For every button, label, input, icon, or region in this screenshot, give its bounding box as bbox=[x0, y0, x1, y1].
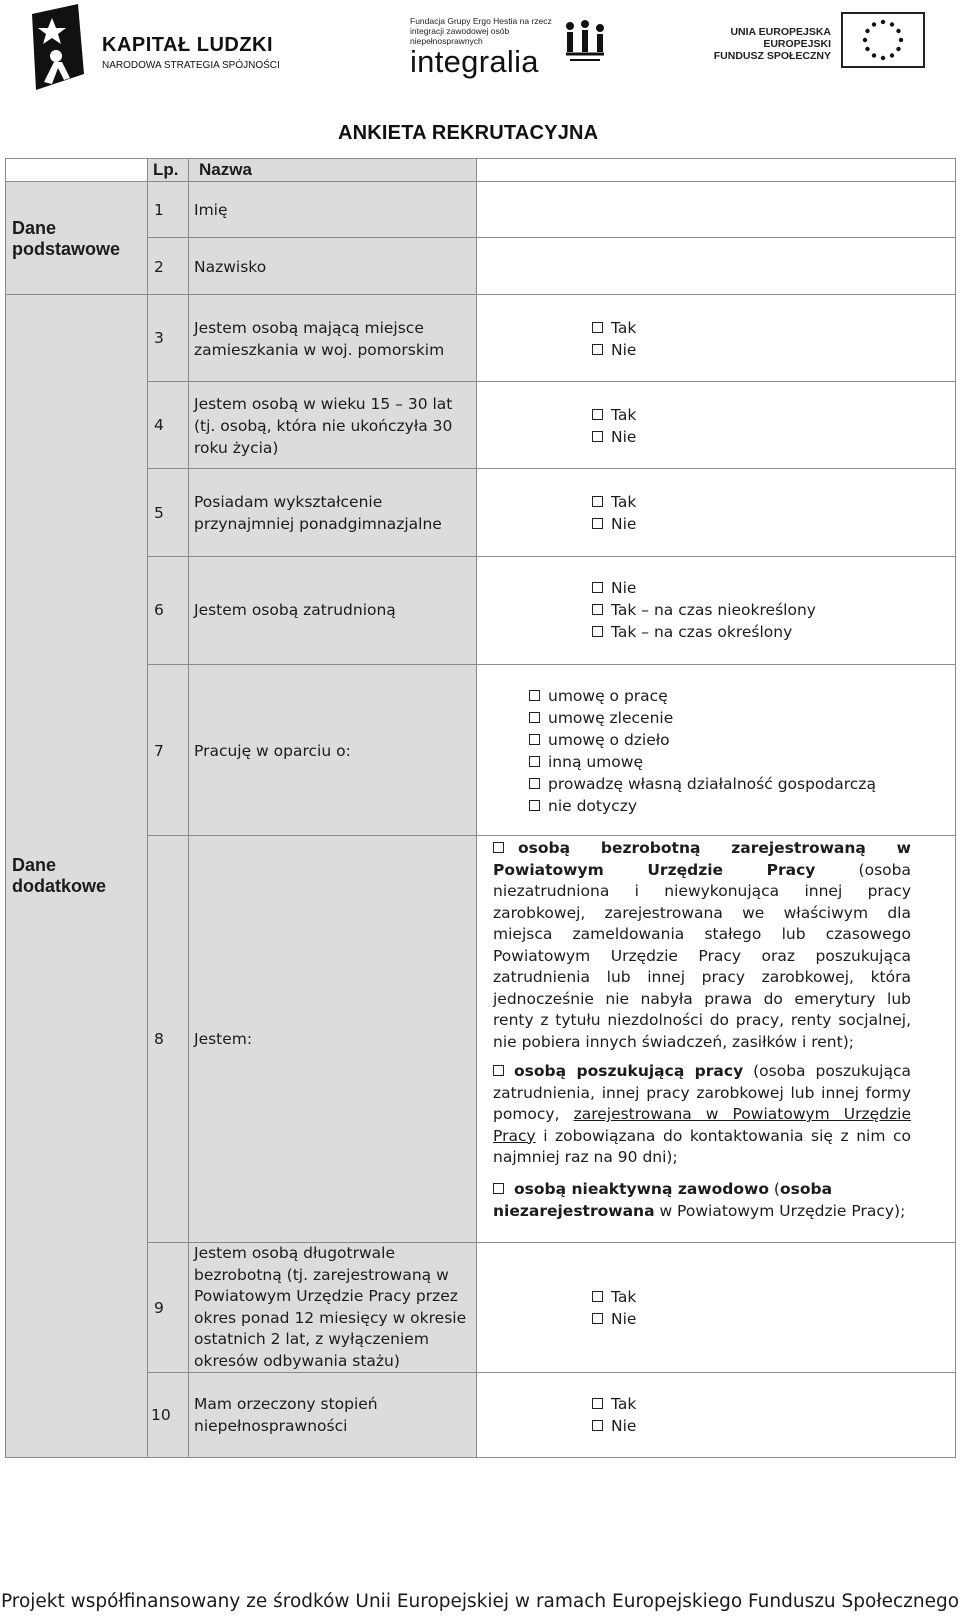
integralia-foundation-name: Fundacja Grupy Ergo Hestia na rzecz integracji zawodowej osób niepełnosprawnych bbox=[410, 16, 552, 46]
row-8-label-cell bbox=[188, 835, 477, 1243]
row-6-label-cell bbox=[188, 556, 477, 665]
row-3-label: Jestem osobą mającą miejsce zamieszkania w woj. pomorskim bbox=[194, 319, 445, 359]
section-basic-cell bbox=[5, 181, 148, 295]
row-6-option-nie[interactable]: Nie bbox=[592, 577, 816, 599]
row-4-option-tak[interactable]: Tak bbox=[592, 404, 636, 426]
row-5-answer-cell bbox=[476, 468, 956, 557]
row-8-option-unemployed[interactable]: osobą bezrobotną zarejestrowaną w Powiatowym Urzędzie Pracy (osoba niezatrudniona i niewykonująca innej pracy zarobkowej, zarejestrowana we właściwym dla miejsca zameldowania stałego lub czasowego Powiatowym Urzędzie Pracy oraz poszukująca zatrudnienia lub innej pracy zarobkowej, która jednocześnie nie nabyła prawa do emerytury lub renty z tytułu niezdolności do pracy, renty socjalnej, nie pobiera innych świadczeń, zasiłków i rent); bbox=[493, 839, 911, 1051]
row-7-option-business[interactable]: prowadzę własną działalność gospodarczą bbox=[529, 773, 876, 795]
row-7-option-work[interactable]: umowę o dzieło bbox=[529, 729, 876, 751]
row-1-label: Imię bbox=[194, 201, 228, 219]
row-5-option-tak[interactable]: Tak bbox=[592, 491, 636, 513]
row-9-options bbox=[592, 1286, 636, 1330]
checkbox-icon[interactable] bbox=[592, 1313, 603, 1324]
row-7-lp-cell bbox=[147, 664, 189, 836]
recruitment-form-table bbox=[5, 158, 956, 1499]
people-icon bbox=[562, 18, 608, 68]
checkbox-icon[interactable] bbox=[592, 322, 603, 333]
checkbox-icon[interactable] bbox=[529, 712, 540, 723]
header-logos bbox=[0, 0, 960, 100]
row-7-lp: 7 bbox=[154, 742, 164, 760]
checkbox-icon[interactable] bbox=[592, 1420, 603, 1431]
row-1-label-cell bbox=[188, 181, 477, 238]
first-name-input-cell[interactable] bbox=[476, 181, 956, 238]
header-lp-cell bbox=[147, 158, 189, 182]
row-3-option-tak[interactable]: Tak bbox=[592, 317, 636, 339]
row-6-options bbox=[592, 577, 816, 643]
row-1-lp-cell bbox=[147, 181, 189, 238]
row-5-lp: 5 bbox=[154, 504, 164, 522]
row-3-lp: 3 bbox=[154, 329, 164, 347]
eu-flag-icon bbox=[841, 12, 925, 68]
kapital-ludzki-subtitle: NARODOWA STRATEGIA SPÓJNOŚCI bbox=[102, 60, 280, 71]
row-9-label: Jestem osobą długotrwale bezrobotną (tj. zarejestrowaną w Powiatowym Urzędzie Pracy przez okres ponad 12 miesięcy w okresie ostatnich 2 lat, z wyłączeniem okresów odbywania stażu) bbox=[194, 1244, 467, 1370]
checkbox-icon[interactable] bbox=[592, 496, 603, 507]
checkbox-icon[interactable] bbox=[592, 518, 603, 529]
row-4-answer-cell bbox=[476, 381, 956, 469]
row-7-option-other[interactable]: inną umowę bbox=[529, 751, 876, 773]
row-8-lp: 8 bbox=[154, 1030, 164, 1048]
row-10-lp: 10 bbox=[151, 1406, 171, 1424]
section-extra-label: Dane dodatkowe bbox=[12, 855, 107, 896]
checkbox-icon[interactable] bbox=[592, 431, 603, 442]
eu-line-1: UNIA EUROPEJSKA bbox=[730, 26, 831, 38]
eu-line-2: EUROPEJSKI bbox=[763, 38, 831, 50]
checkbox-icon[interactable] bbox=[592, 1291, 603, 1302]
row-4-options bbox=[592, 404, 636, 448]
row-10-label: Mam orzeczony stopień niepełnosprawności bbox=[194, 1395, 378, 1435]
row-7-options bbox=[529, 685, 876, 817]
row-8-answer-cell bbox=[476, 835, 956, 1243]
kapital-ludzki-logo bbox=[26, 4, 306, 90]
row-9-option-tak[interactable]: Tak bbox=[592, 1286, 636, 1308]
checkbox-icon[interactable] bbox=[493, 1065, 504, 1076]
row-9-answer-cell bbox=[476, 1242, 956, 1373]
header-name: Nazwa bbox=[199, 160, 252, 179]
checkbox-icon[interactable] bbox=[592, 626, 603, 637]
row-7-label-cell bbox=[188, 664, 477, 836]
header-name-cell bbox=[188, 158, 477, 182]
row-6-lp-cell bbox=[147, 556, 189, 665]
row-9-option-nie[interactable]: Nie bbox=[592, 1308, 636, 1330]
row-4-label: Jestem osobą w wieku 15 – 30 lat (tj. osobą, która nie ukończyła 30 roku życia) bbox=[194, 395, 453, 457]
kapital-ludzki-emblem-icon bbox=[26, 4, 86, 90]
row-8-label: Jestem: bbox=[194, 1030, 253, 1048]
checkbox-icon[interactable] bbox=[592, 1398, 603, 1409]
checkbox-icon[interactable] bbox=[529, 756, 540, 767]
row-6-lp: 6 bbox=[154, 601, 164, 619]
header-answer-cell bbox=[476, 158, 956, 182]
header-lp: Lp. bbox=[153, 160, 179, 179]
row-4-lp-cell bbox=[147, 381, 189, 469]
row-10-answer-cell bbox=[476, 1372, 956, 1458]
row-5-label: Posiadam wykształcenie przynajmniej ponadgimnazjalne bbox=[194, 493, 442, 533]
row-3-options bbox=[592, 317, 636, 361]
row-7-label: Pracuję w oparciu o: bbox=[194, 742, 351, 760]
row-8-option-job-seeker[interactable]: osobą poszukującą pracy (osoba poszukująca zatrudnienia, innej pracy zarobkowej lub innej formy pomocy, zarejestrowana w Powiatowym Urzędzie Pracy i zobowiązana do kontaktowania się z nim co najmniej raz na 90 dni); bbox=[493, 1062, 911, 1166]
row-7-option-na[interactable]: nie dotyczy bbox=[529, 795, 876, 817]
checkbox-icon[interactable] bbox=[529, 800, 540, 811]
row-10-option-nie[interactable]: Nie bbox=[592, 1415, 636, 1437]
row-5-option-nie[interactable]: Nie bbox=[592, 513, 636, 535]
row-2-label: Nazwisko bbox=[194, 258, 267, 276]
row-10-label-cell bbox=[188, 1372, 477, 1458]
eu-text bbox=[714, 26, 831, 62]
header-empty-cell bbox=[5, 158, 148, 182]
row-9-lp-cell bbox=[147, 1242, 189, 1373]
section-basic-label: Dane podstawowe bbox=[12, 218, 121, 259]
row-3-lp-cell bbox=[147, 294, 189, 382]
row-5-lp-cell bbox=[147, 468, 189, 557]
row-7-answer-cell bbox=[476, 664, 956, 836]
row-6-label: Jestem osobą zatrudnioną bbox=[194, 601, 396, 619]
row-9-label-cell bbox=[188, 1242, 477, 1373]
checkbox-icon[interactable] bbox=[592, 582, 603, 593]
checkbox-icon[interactable] bbox=[592, 344, 603, 355]
row-5-options bbox=[592, 491, 636, 535]
row-6-option-tak-fixed[interactable]: Tak – na czas określony bbox=[592, 621, 816, 643]
checkbox-icon[interactable] bbox=[493, 1183, 504, 1194]
checkbox-icon[interactable] bbox=[493, 842, 504, 853]
eu-logo bbox=[705, 12, 925, 72]
row-7-option-mandate[interactable]: umowę zlecenie bbox=[529, 707, 876, 729]
row-6-answer-cell bbox=[476, 556, 956, 665]
row-5-label-cell bbox=[188, 468, 477, 557]
row-10-option-tak[interactable]: Tak bbox=[592, 1393, 636, 1415]
row-4-option-nie[interactable]: Nie bbox=[592, 426, 636, 448]
checkbox-icon[interactable] bbox=[529, 734, 540, 745]
section-extra-cell bbox=[5, 294, 148, 1458]
checkbox-icon[interactable] bbox=[592, 409, 603, 420]
checkbox-icon[interactable] bbox=[529, 778, 540, 789]
row-1-lp: 1 bbox=[154, 201, 164, 219]
row-6-option-tak-indefinite[interactable]: Tak – na czas nieokreślony bbox=[592, 599, 816, 621]
row-3-option-nie[interactable]: Nie bbox=[592, 339, 636, 361]
checkbox-icon[interactable] bbox=[529, 690, 540, 701]
row-9-lp: 9 bbox=[154, 1299, 164, 1317]
page-title: ANKIETA REKRUTACYJNA bbox=[338, 122, 599, 144]
page-footer: Projekt współfinansowany ze środków Unii Europejskiej w ramach Europejskiego Funduszu Społecznego bbox=[0, 1591, 960, 1612]
last-name-input-cell[interactable] bbox=[476, 237, 956, 295]
row-3-answer-cell bbox=[476, 294, 956, 382]
row-10-options bbox=[592, 1393, 636, 1437]
row-4-lp: 4 bbox=[154, 416, 164, 434]
kapital-ludzki-title: KAPITAŁ LUDZKI bbox=[102, 34, 274, 56]
row-4-label-cell bbox=[188, 381, 477, 469]
row-8-lp-cell bbox=[147, 835, 189, 1243]
integralia-logo bbox=[410, 12, 610, 82]
row-8-option-inactive[interactable]: osobą nieaktywną zawodowo (osoba niezarejestrowana w Powiatowym Urzędzie Pracy); bbox=[493, 1180, 906, 1220]
row-3-label-cell bbox=[188, 294, 477, 382]
eu-line-3: FUNDUSZ SPOŁECZNY bbox=[713, 50, 831, 62]
integralia-wordmark: integralia bbox=[410, 44, 539, 79]
row-2-lp: 2 bbox=[154, 258, 164, 276]
row-7-option-employment[interactable]: umowę o pracę bbox=[529, 685, 876, 707]
row-2-lp-cell bbox=[147, 237, 189, 295]
row-10-lp-cell bbox=[147, 1372, 189, 1458]
checkbox-icon[interactable] bbox=[592, 604, 603, 615]
row-2-label-cell bbox=[188, 237, 477, 295]
